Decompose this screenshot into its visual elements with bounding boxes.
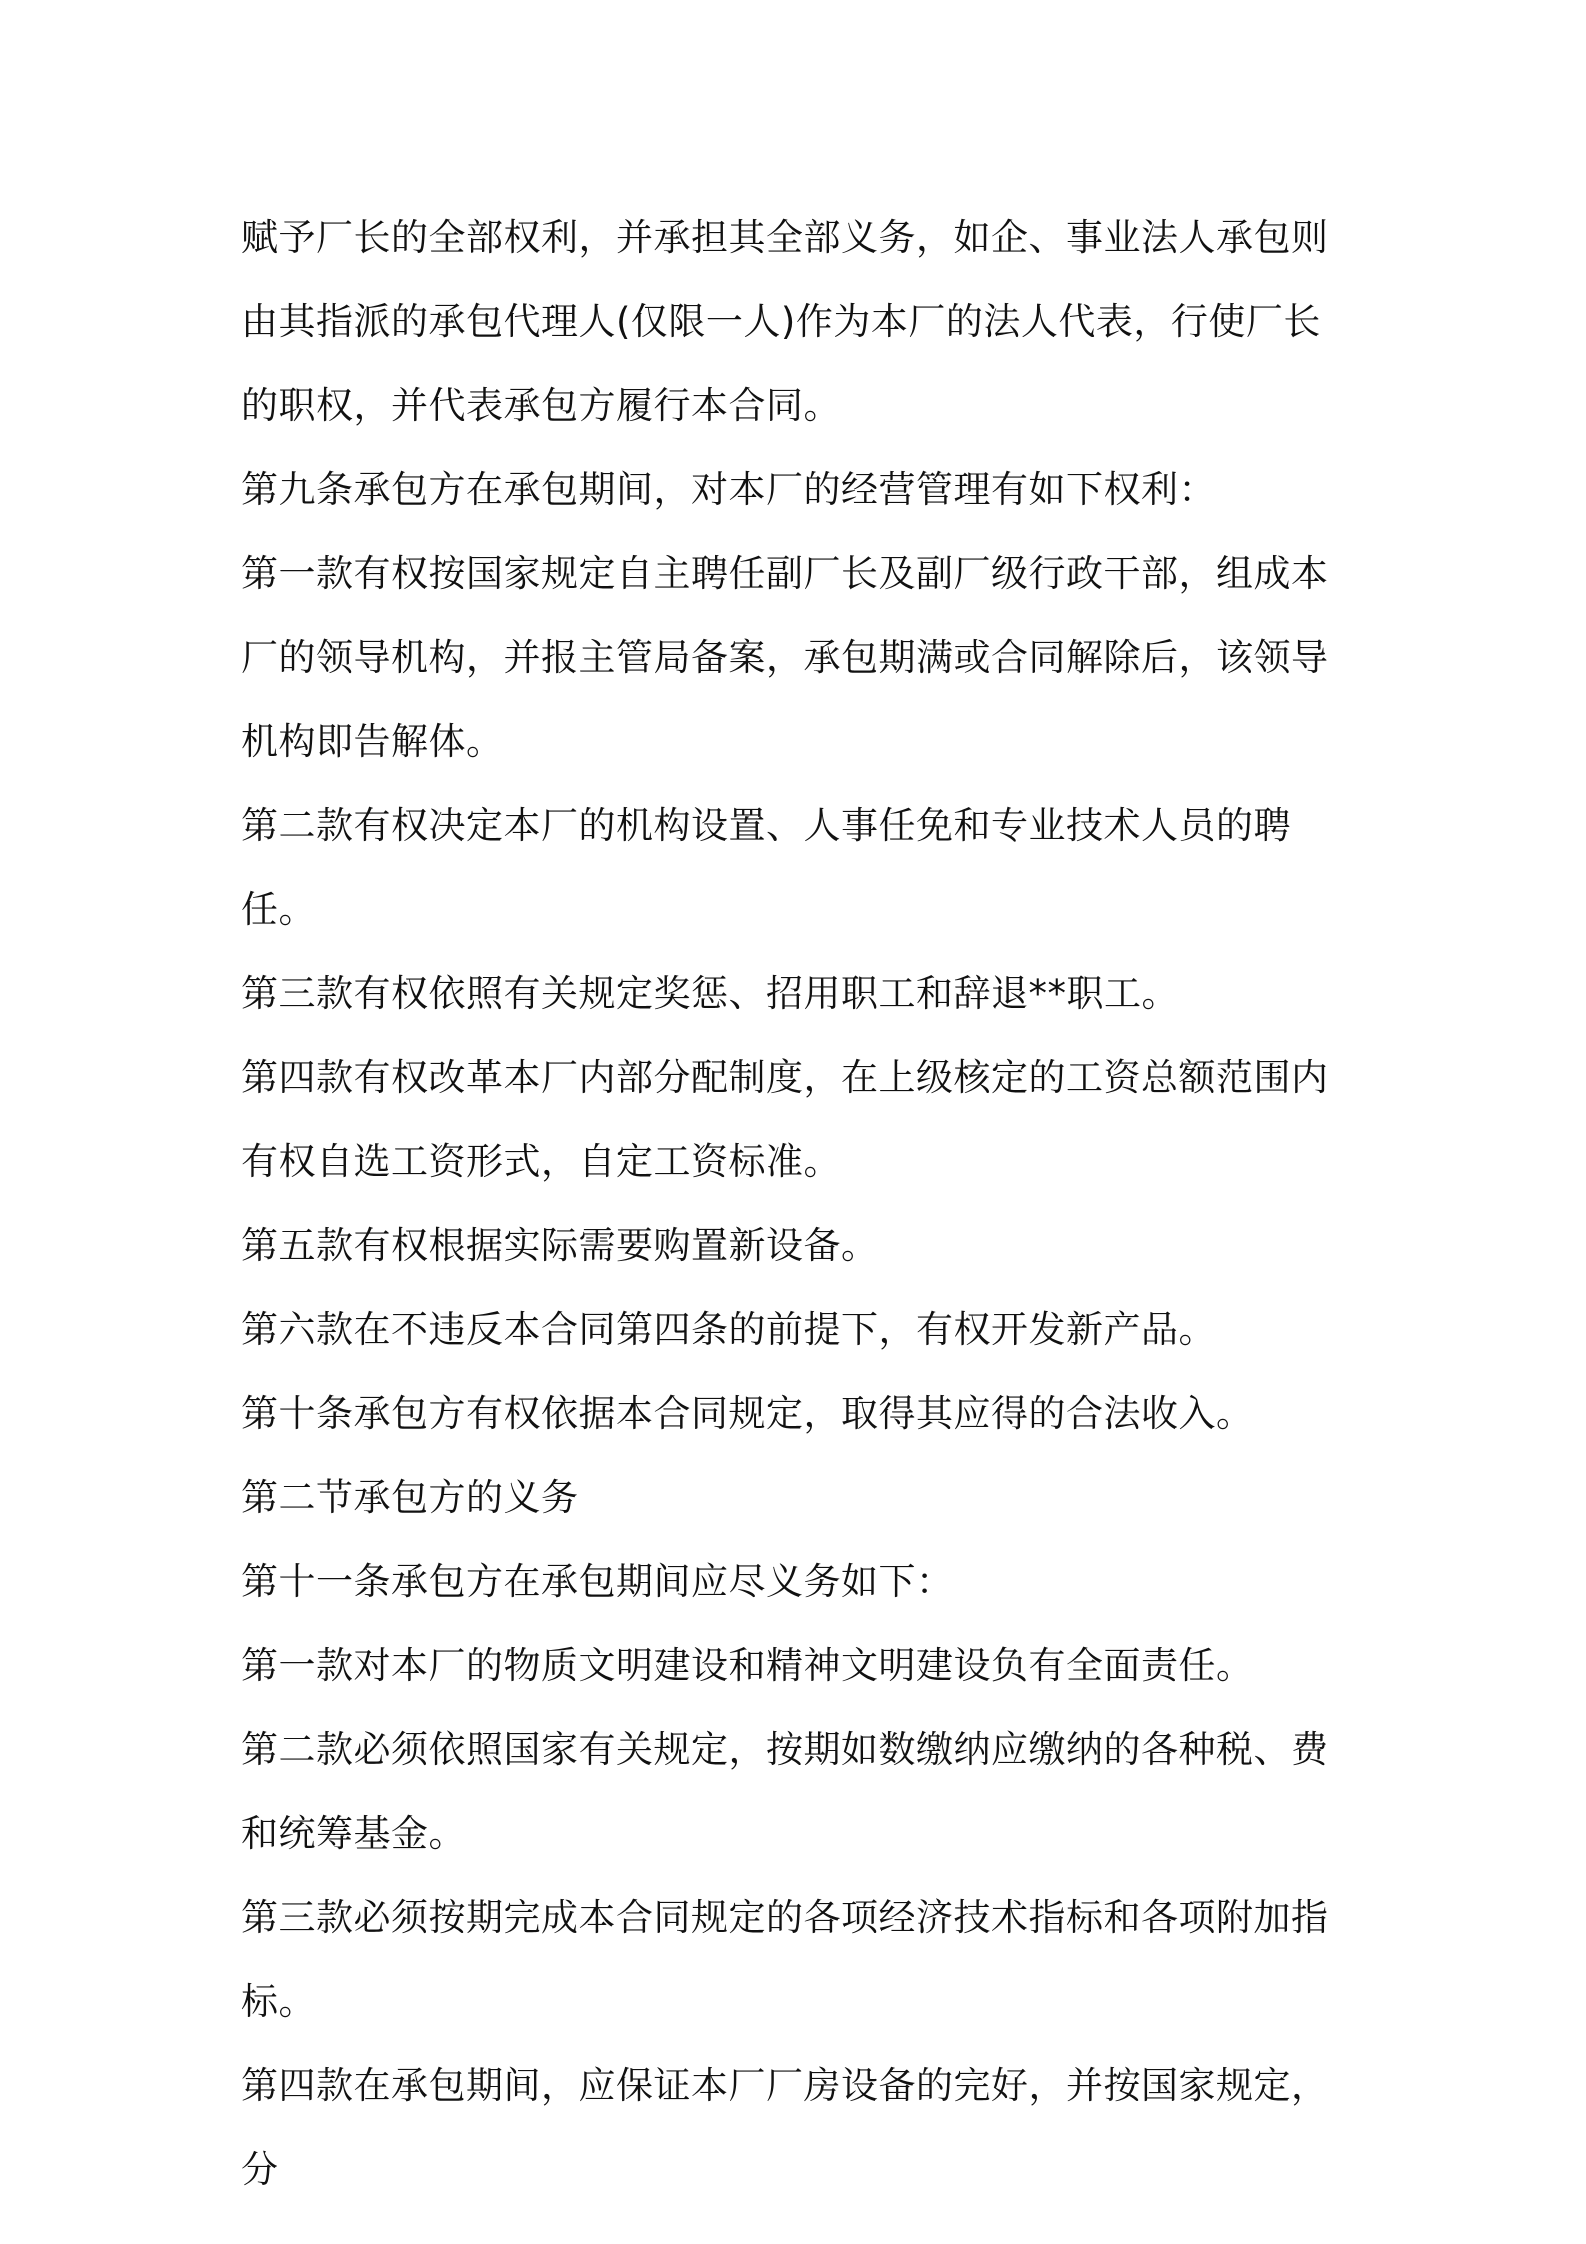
paragraph-11: 第十一条承包方在承包期间应尽义务如下：: [241, 1560, 954, 1603]
paragraph-6: 第四款有权改革本厂内部分配制度，在上级核定的工资总额范围内有权自选工资形式，自定工资标准。: [241, 1056, 1329, 1183]
paragraph-13: 第二款必须依照国家有关规定，按期如数缴纳应缴纳的各种税、费和统筹基金。: [241, 1728, 1329, 1855]
paragraph-5: 第三款有权依照有关规定奖惩、招用职工和辞退**职工。: [241, 972, 1179, 1015]
paragraph-2: 第九条承包方在承包期间，对本厂的经营管理有如下权利：: [241, 468, 1216, 511]
paragraph-3: 第一款有权按国家规定自主聘任副厂长及副厂级行政干部，组成本厂的领导机构，并报主管局备案，承包期满或合同解除后，该领导机构即告解体。: [241, 552, 1329, 763]
paragraph-12: 第一款对本厂的物质文明建设和精神文明建设负有全面责任。: [241, 1644, 1254, 1687]
paragraph-1: 赋予厂长的全部权利，并承担其全部义务，如企、事业法人承包则由其指派的承包代理人(仅限一人)作为本厂的法人代表，行使厂长的职权，并代表承包方履行本合同。: [241, 216, 1329, 427]
document-body: [241, 196, 1351, 2212]
paragraph-15: 第四款在承包期间，应保证本厂厂房设备的完好，并按国家规定，分: [241, 2064, 1329, 2191]
paragraph-7: 第五款有权根据实际需要购置新设备。: [241, 1224, 879, 1267]
paragraph-8: 第六款在不违反本合同第四条的前提下，有权开发新产品。: [241, 1308, 1216, 1351]
paragraph-9: 第十条承包方有权依据本合同规定，取得其应得的合法收入。: [241, 1392, 1254, 1435]
paragraph-14: 第三款必须按期完成本合同规定的各项经济技术指标和各项附加指标。: [241, 1896, 1329, 2023]
paragraph-4: 第二款有权决定本厂的机构设置、人事任免和专业技术人员的聘任。: [241, 804, 1291, 931]
section-heading: 第二节承包方的义务: [241, 1476, 579, 1519]
